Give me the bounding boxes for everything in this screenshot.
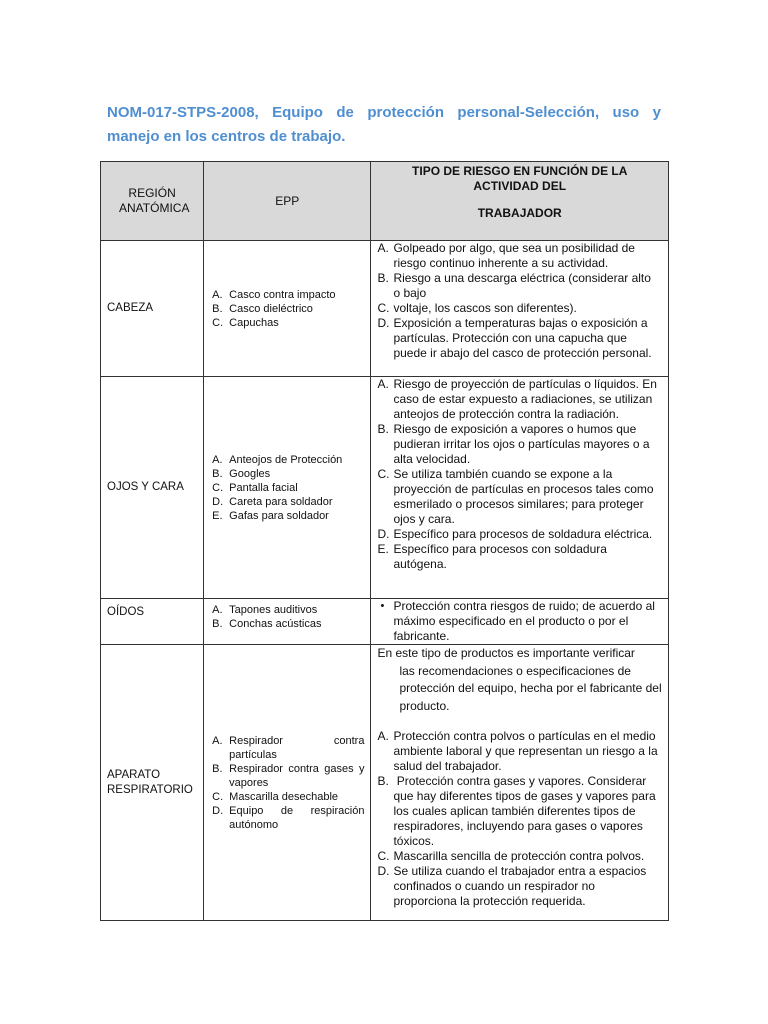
epp-list (204, 734, 370, 832)
list-item: A. Anteojos de Protección (212, 453, 343, 466)
list-item: B. Respirador contra gases y vapores (212, 762, 365, 789)
list-item: D. Careta para soldador (212, 495, 333, 508)
risk-intro-rest: las recomendaciones o especificaciones de protección del equipo, hecha por el fabricante del producto. (399, 663, 662, 713)
list-item: B. Conchas acústicas (212, 618, 322, 630)
risk-cell (371, 599, 669, 645)
list-item: C. Capuchas (212, 316, 279, 329)
list-item: C. Pantalla facial (212, 481, 298, 494)
list-item: B. Casco dieléctrico (212, 302, 313, 315)
list-item: D. Exposición a temperaturas bajas o exposición a partículas. Protección con una capucha que puede ir abajo del casco de protección personal. (377, 316, 652, 360)
risk-list (371, 599, 664, 644)
list-item: A. Tapones auditivos (212, 604, 318, 616)
document-title: NOM-017-STPS-2008, Equipo de protección personal-Selección, uso y manejo en los centros de trabajo. (107, 104, 661, 145)
header-epp: EPP (204, 162, 371, 241)
list-item: A. Casco contra impacto (212, 288, 336, 301)
list-item: C. Mascarilla sencilla de protección contra polvos. (377, 849, 645, 863)
risk-cell (371, 377, 669, 599)
list-item: A. Golpeado por algo, que sea un posibilidad de riesgo continuo inherente a su actividad. (377, 241, 635, 270)
risk-intro (371, 645, 664, 715)
table-header-row (101, 162, 669, 241)
risk-cell (371, 645, 669, 921)
list-item: E. Específico para procesos con soldadura autógena. (377, 542, 607, 571)
region-cell: OÍDOS (101, 599, 204, 645)
region-line1: APARATO (107, 768, 161, 781)
header-risk (371, 162, 669, 241)
list-item: A. Respirador contra partículas (212, 734, 365, 761)
epp-cell (204, 377, 371, 599)
bullet-icon: • (380, 600, 385, 612)
list-item: D. Específico para procesos de soldadura eléctrica. (377, 527, 653, 541)
list-item: C. voltaje, los cascos son diferentes). (377, 301, 577, 315)
list-item: B. Protección contra gases y vapores. Considerar que hay diferentes tipos de gases y vapores para los cuales aplican también diferentes tipos de respiradores, incluyendo para gases o vapores tóxicos. (377, 774, 659, 848)
table-row (101, 241, 669, 377)
list-item: A. Riesgo de proyección de partículas o líquidos. En caso de estar expuesto a radiaciones, se utilizan anteojos de protección contra la radiación. (377, 377, 657, 421)
epp-list (204, 453, 370, 523)
epp-table (100, 161, 669, 921)
epp-list (204, 288, 370, 330)
risk-list (371, 377, 664, 572)
risk-cell (371, 241, 669, 377)
table-row (101, 599, 669, 645)
risk-intro-line1: En este tipo de productos es importante verificar (377, 646, 635, 660)
region-cell: OJOS Y CARA (101, 377, 204, 599)
list-item: C. Mascarilla desechable (212, 790, 339, 803)
header-risk-line2: TRABAJADOR (477, 206, 562, 220)
region-cell (101, 645, 204, 921)
list-item: B. Riesgo a una descarga eléctrica (considerar alto o bajo (377, 271, 651, 300)
header-region: REGIÓN ANATÓMICA (101, 162, 204, 241)
list-item: B. Googles (212, 467, 271, 480)
epp-cell (204, 241, 371, 377)
list-item: • Protección contra riesgos de ruido; de acuerdo al máximo especificado en el producto o por el fabricante. (380, 599, 655, 643)
region-cell: CABEZA (101, 241, 204, 377)
list-item: B. Riesgo de exposición a vapores o humos que pudieran irritar los ojos o partículas mayores o a alta velocidad. (377, 422, 650, 466)
table-row (101, 645, 669, 921)
table-row (101, 377, 669, 599)
risk-list (371, 241, 664, 361)
list-item: C. Se utiliza también cuando se expone a la proyección de partículas en procesos tales como esmerilado o procesos similares; para proteger ojos y cara. (377, 467, 654, 526)
region-line2: RESPIRATORIO (107, 783, 193, 796)
list-item: D. Equipo de respiración autónomo (212, 804, 365, 831)
list-item: E. Gafas para soldador (212, 509, 329, 522)
risk-list (371, 729, 664, 909)
epp-cell (204, 599, 371, 645)
list-item: D. Se utiliza cuando el trabajador entra a espacios confinados o cuando un respirador no proporciona la protección requerida. (377, 864, 647, 908)
header-risk-line1: TIPO DE RIESGO EN FUNCIÓN DE LA ACTIVIDAD DEL (412, 164, 628, 193)
list-item: A. Protección contra polvos o partículas en el medio ambiente laboral y que representan un riesgo a la salud del trabajador. (377, 729, 658, 773)
epp-cell (204, 645, 371, 921)
epp-list (204, 603, 370, 631)
